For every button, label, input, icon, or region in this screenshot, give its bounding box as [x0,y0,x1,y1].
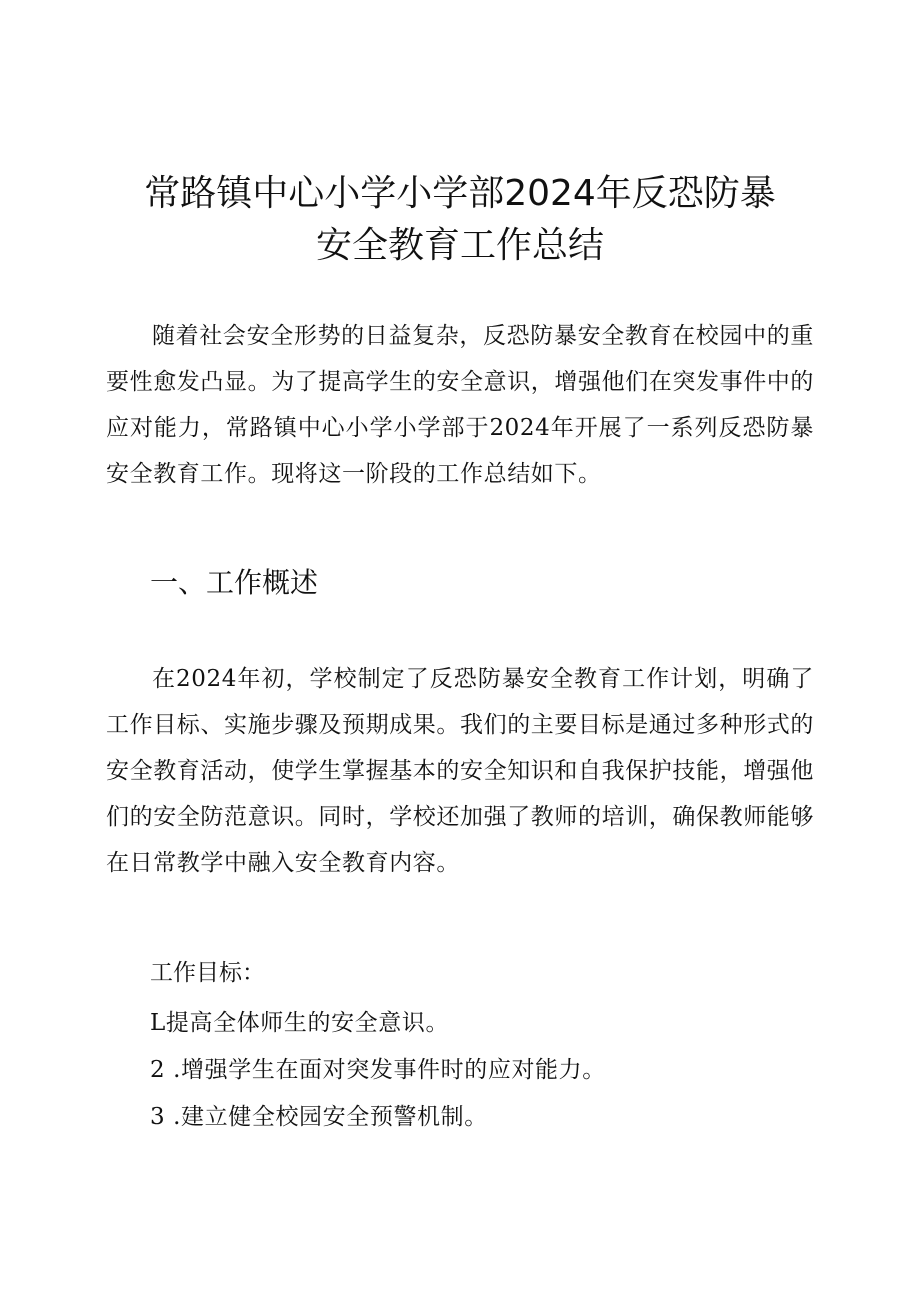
intro-paragraph: 随着社会安全形势的日益复杂，反恐防暴安全教育在校园中的重要性愈发凸显。为了提高学生的安全意识，增强他们在突发事件中的应对能力，常路镇中心小学小学部于2024年开展了一系列反恐防暴安全教育工作。现将这一阶段的工作总结如下。 [106,323,814,487]
document-title [100,168,820,272]
goals-label: 工作目标： [150,960,265,986]
goal-item-3: 3 .建立健全校园安全预警机制。 [150,1104,488,1130]
goal-item-2: 2 .增强学生在面对突发事件时的应对能力。 [150,1057,606,1083]
section-heading-overview: 一、工作概述 [150,566,319,599]
title-line-2: 安全教育工作总结 [315,225,604,266]
goal-item-1: L提高全体师生的安全意识。 [150,1010,450,1036]
title-line-1: 常路镇中心小学小学部2024年反恐防暴 [144,173,776,214]
overview-paragraph: 在2024年初，学校制定了反恐防暴安全教育工作计划，明确了工作目标、实施步骤及预期成果。我们的主要目标是通过多种形式的安全教育活动，使学生掌握基本的安全知识和自我保护技能，增强他们的安全防范意识。同时，学校还加强了教师的培训，确保教师能够在日常教学中融入安全教育内容。 [106,666,814,876]
